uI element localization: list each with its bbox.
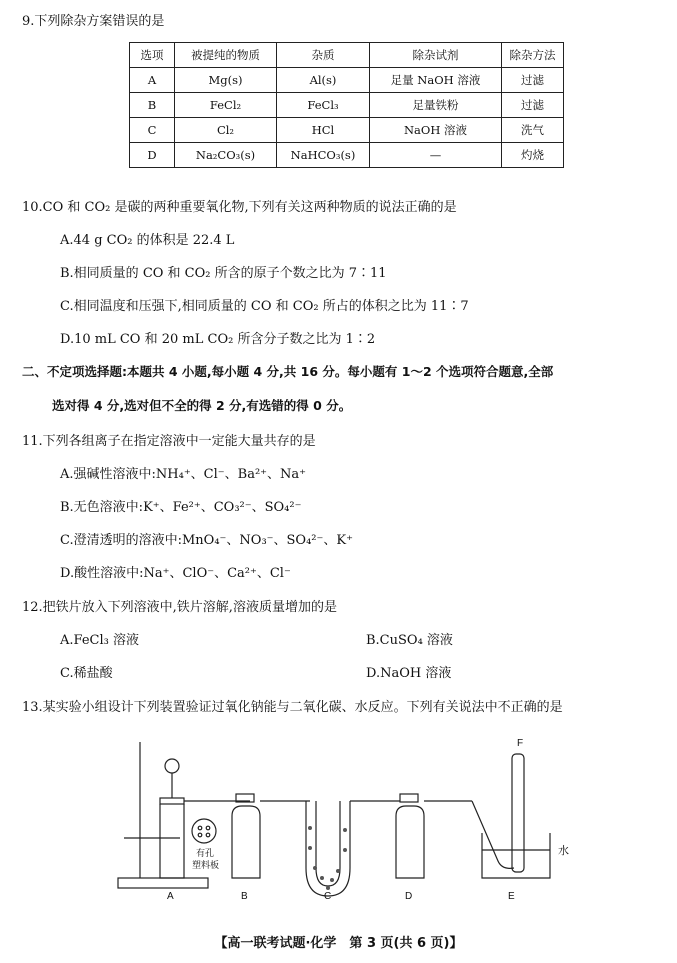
question-12-option-b: B.CuSO₄ 溶液 [366, 633, 453, 648]
section-2-instructions: 选对得 4 分,选对但不全的得 2 分,有选错的得 0 分。 [52, 398, 352, 413]
question-13-stem: 13.某实验小组设计下列装置验证过氧化钠能与二氧化碳、水反应。下列有关说法中不正确的是 [22, 700, 563, 715]
page-footer: 【高一联考试题·化学 第 3 页(共 6 页)】 [214, 936, 463, 951]
table-cell: B [130, 93, 175, 118]
figure-label-plate-1: 有孔 [196, 848, 215, 858]
table-row [130, 93, 564, 118]
table-row [130, 118, 564, 143]
question-10-option-d: D.10 mL CO 和 20 mL CO₂ 所含分子数之比为 1∶2 [60, 332, 376, 347]
question-12-option-c: C.稀盐酸 [60, 666, 113, 681]
table-cell: A [130, 68, 175, 93]
apparatus-figure [110, 728, 570, 908]
table-row [130, 143, 564, 168]
table-cell: Al(s) [277, 68, 370, 93]
table-cell: Mg(s) [175, 68, 277, 93]
table-cell: NaOH 溶液 [370, 118, 502, 143]
table-cell: 灼烧 [502, 143, 564, 168]
table-header: 被提纯的物质 [175, 43, 277, 68]
table-header: 除杂试剂 [370, 43, 502, 68]
question-11-option-b: B.无色溶液中:K⁺、Fe²⁺、CO₃²⁻、SO₄²⁻ [60, 500, 302, 515]
table-cell: C [130, 118, 175, 143]
figure-label-a: A [167, 891, 174, 902]
question-11-option-c: C.澄清透明的溶液中:MnO₄⁻、NO₃⁻、SO₄²⁻、K⁺ [60, 533, 353, 548]
question-10-stem: 10.CO 和 CO₂ 是碳的两种重要氧化物,下列有关这两种物质的说法正确的是 [22, 200, 457, 215]
water-trough-e [482, 833, 550, 878]
table-cell: Cl₂ [175, 118, 277, 143]
table-header: 选项 [130, 43, 175, 68]
table-cell: — [370, 143, 502, 168]
question-12-stem: 12.把铁片放入下列溶液中,铁片溶解,溶液质量增加的是 [22, 600, 337, 615]
section-2-heading: 二、不定项选择题:本题共 4 小题,每小题 4 分,共 16 分。每小题有 1～2 个选项符合题意,全部 [22, 364, 554, 379]
figure-label-b: B [241, 891, 248, 902]
separatory-funnel [165, 759, 179, 773]
question-10-option-b: B.相同质量的 CO 和 CO₂ 所含的原子个数之比为 7∶11 [60, 266, 387, 281]
table-cell: D [130, 143, 175, 168]
table-cell: 足量 NaOH 溶液 [370, 68, 502, 93]
question-11-option-a: A.强碱性溶液中:NH₄⁺、Cl⁻、Ba²⁺、Na⁺ [60, 467, 307, 482]
table-cell: 洗气 [502, 118, 564, 143]
table-row [130, 68, 564, 93]
table-cell: 过滤 [502, 93, 564, 118]
purification-table [129, 42, 564, 168]
question-10-option-c: C.相同温度和压强下,相同质量的 CO 和 CO₂ 所占的体积之比为 11∶7 [60, 299, 469, 314]
question-11-option-d: D.酸性溶液中:Na⁺、ClO⁻、Ca²⁺、Cl⁻ [60, 566, 291, 581]
u-tube-c [306, 801, 350, 896]
table-cell: FeCl₃ [277, 93, 370, 118]
stand-base [118, 878, 208, 888]
bottle-d [396, 806, 424, 878]
question-12-option-a: A.FeCl₃ 溶液 [60, 633, 139, 648]
figure-label-f: F [517, 738, 524, 749]
perforated-plate [192, 819, 216, 843]
figure-label-water: 水 [558, 845, 569, 857]
figure-label-e: E [508, 891, 515, 902]
table-header-row [130, 43, 564, 68]
table-header: 杂质 [277, 43, 370, 68]
table-header: 除杂方法 [502, 43, 564, 68]
question-9-stem: 9.下列除杂方案错误的是 [22, 14, 165, 29]
table-cell: FeCl₂ [175, 93, 277, 118]
table-cell: 过滤 [502, 68, 564, 93]
table-cell: NaHCO₃(s) [277, 143, 370, 168]
bottle-b [232, 806, 260, 878]
question-12-option-d: D.NaOH 溶液 [366, 666, 452, 681]
measuring-tube-f [512, 754, 524, 872]
figure-label-d: D [405, 891, 413, 902]
reaction-tube-a [160, 804, 184, 878]
table-cell: HCl [277, 118, 370, 143]
figure-label-plate-2: 塑料板 [192, 860, 220, 870]
figure-label-c: C [324, 891, 332, 902]
table-cell: Na₂CO₃(s) [175, 143, 277, 168]
table-cell: 足量铁粉 [370, 93, 502, 118]
question-11-stem: 11.下列各组离子在指定溶液中一定能大量共存的是 [22, 434, 316, 449]
question-10-option-a: A.44 g CO₂ 的体积是 22.4 L [60, 233, 235, 248]
apparatus-drawing [110, 728, 570, 908]
